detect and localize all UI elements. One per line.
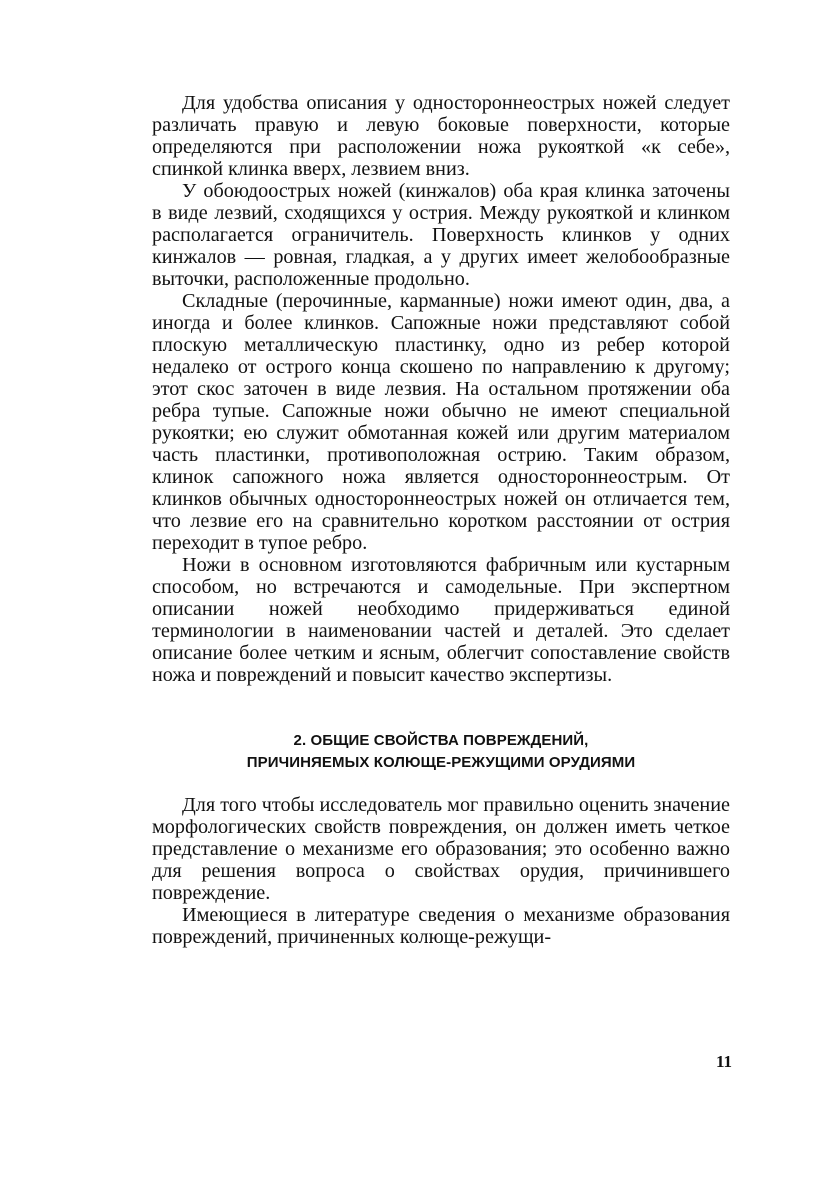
paragraph-researcher: Для того чтобы исследователь мог правильно оценить значение морфологических свойств повреждения, он должен иметь четкое представление о механизме его образования; это особенно важно для решения вопроса о свойствах орудия, причинившего повреждение. <box>152 794 730 904</box>
section-heading <box>152 730 730 774</box>
section-heading-line-1: 2. ОБЩИЕ СВОЙСТВА ПОВРЕЖДЕНИЙ, <box>293 732 589 749</box>
page-body <box>152 92 730 948</box>
paragraph-folding-knives: Складные (перочинные, карманные) ножи имеют один, два, а иногда и более клинков. Сапожные ножи представляют собой плоскую металлическую пластинку, одно из ребер которой недалеко от острого конца скошено по направлению к другому; этот скос заточен в виде лезвия. На остальном протяжении оба ребра тупые. Сапожные ножи обычно не имеют специальной рукоятки; ею служит обмотанная кожей или другим материалом часть пластинки, противоположная острию. Таким образом, клинок сапожного ножа является одностороннеострым. От клинков обычных одностороннеострых ножей он отличается тем, что лезвие его на сравнительно коротком расстоянии от острия переходит в тупое ребро. <box>152 290 730 554</box>
page-number: 11 <box>715 1052 732 1071</box>
paragraph-literature: Имеющиеся в литературе сведения о механизме образования повреждений, причиненных колюще-режущи- <box>152 904 730 948</box>
paragraph-one-sided-knives: Для удобства описания у одностороннеострых ножей следует различать правую и левую боковые поверхности, которые определяются при расположении ножа рукояткой «к себе», спинкой клинка вверх, лезвием вниз. <box>152 92 730 180</box>
paragraph-manufacture: Ножи в основном изготовляются фабричным или кустарным способом, но встречаются и самодельные. При экспертном описании ножей необходимо придерживаться единой терминологии в наименовании частей и деталей. Это сделает описание более четким и ясным, облегчит сопоставление свойств ножа и повреждений и повысит качество экспертизы. <box>152 554 730 686</box>
section-heading-line-2: ПРИЧИНЯЕМЫХ КОЛЮЩЕ-РЕЖУЩИМИ ОРУДИЯМИ <box>246 754 636 771</box>
paragraph-double-edged-knives: У обоюдоострых ножей (кинжалов) оба края клинка заточены в виде лезвий, сходящихся у острия. Между рукояткой и клинком располагается ограничитель. Поверхность клинков у одних кинжалов — ровная, гладкая, а у других имеет желобообразные выточки, расположенные продольно. <box>152 180 730 290</box>
